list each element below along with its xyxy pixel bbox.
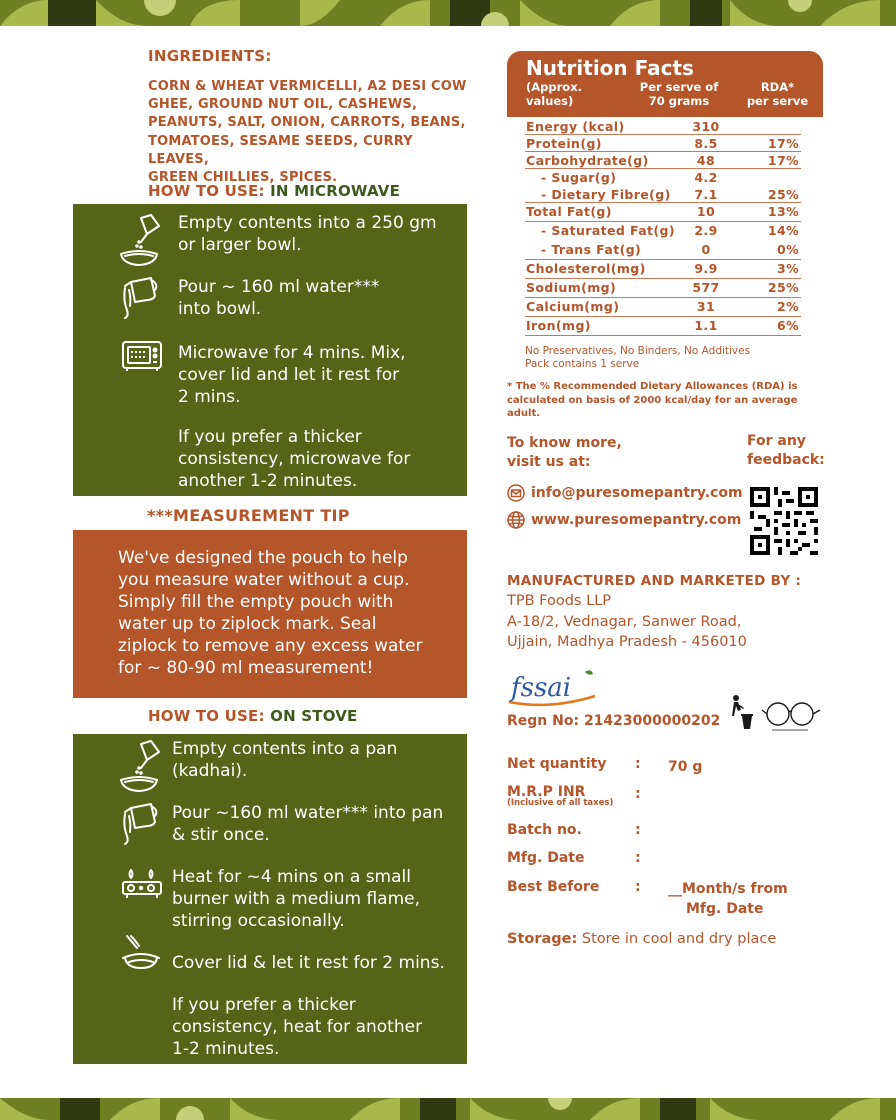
step-line: or larger bowl. xyxy=(178,235,302,255)
know-more-label xyxy=(507,434,622,472)
ingredients-line: PEANUTS, SALT, ONION, CARROTS, BEANS, xyxy=(148,115,466,131)
email-icon xyxy=(507,484,525,502)
table-row xyxy=(525,317,801,336)
header-line: RDA* xyxy=(760,80,795,94)
nutrition-title: Nutrition Facts xyxy=(526,56,694,80)
howto-lead: HOW TO USE: xyxy=(148,182,265,200)
ingredients-line: TOMATOES, SESAME SEEDS, CURRY LEAVES, xyxy=(148,133,413,167)
step-line: cover lid and let it rest for xyxy=(178,365,400,385)
nutrient-value: 7.1 xyxy=(694,187,718,202)
tip-line: for ~ 80-90 ml measurement! xyxy=(118,658,374,678)
rda-footnote xyxy=(507,380,807,421)
microwave-step-3 xyxy=(178,342,406,408)
colon-separator: : xyxy=(635,822,641,838)
address-line: TPB Foods LLP xyxy=(507,593,611,609)
mfg-date-label: Mfg. Date xyxy=(507,850,585,866)
nutrient-value: 31 xyxy=(696,299,716,314)
microwave-step-4 xyxy=(178,426,410,492)
gas-burner-icon xyxy=(121,866,165,910)
step-line: (kadhai). xyxy=(172,761,248,781)
nutrition-rda-label xyxy=(735,80,820,108)
note-line: calculated on basis of 2000 kcal/day for an average xyxy=(507,394,798,406)
nutrient-name: - Sugar(g) xyxy=(541,170,617,185)
step-line: consistency, microwave for xyxy=(178,449,411,469)
nutrient-value: 8.5 xyxy=(694,136,718,151)
nutrition-notes xyxy=(525,345,750,371)
ingredients-line: CORN & WHEAT VERMICELLI, A2 DESI COW xyxy=(148,79,467,94)
step-line: Pour ~ 160 ml water*** xyxy=(178,277,380,297)
microwave-instructions-box xyxy=(73,204,467,496)
nutrient-rda: 0% xyxy=(776,242,799,257)
top-pattern-band xyxy=(0,0,896,26)
nutrition-table xyxy=(525,118,801,336)
nutrient-value: 2.9 xyxy=(694,223,718,238)
step-line: Heat for ~4 mins on a small xyxy=(172,867,411,887)
globe-icon xyxy=(507,511,525,529)
nutrient-value: 10 xyxy=(696,204,716,219)
colon-separator: : xyxy=(635,879,641,895)
email-contact[interactable] xyxy=(507,484,743,502)
step-line: Empty contents into a pan xyxy=(172,739,398,759)
nutrient-value: 0 xyxy=(701,242,711,257)
bottom-pattern-band xyxy=(0,1098,896,1120)
nutrient-value: 310 xyxy=(692,119,720,134)
table-row xyxy=(525,222,801,241)
colon-separator: : xyxy=(635,756,641,772)
storage-instructions xyxy=(507,931,776,947)
nutrient-rda: 25% xyxy=(767,280,799,295)
pouring-water-jug-icon xyxy=(121,802,165,846)
step-line: Empty contents into a 250 gm xyxy=(178,213,437,233)
note-line: No Preservatives, No Binders, No Additives xyxy=(525,345,751,357)
value-line: Mfg. Date xyxy=(686,901,764,917)
table-row xyxy=(525,241,801,260)
nutrient-name: Protein(g) xyxy=(526,136,602,151)
address-line: A-18/2, Vednagar, Sanwer Road, xyxy=(507,613,742,630)
ingredients-title: INGREDIENTS: xyxy=(148,47,272,65)
note-line: adult. xyxy=(507,408,541,419)
nutrient-rda: 17% xyxy=(767,153,799,168)
value-line: __Month/s from xyxy=(668,881,788,897)
microwave-step-2 xyxy=(178,276,379,320)
table-row xyxy=(525,118,801,135)
tip-line: Simply fill the empty pouch with xyxy=(118,592,394,612)
microwave-heading xyxy=(148,182,400,200)
nutrition-facts-header xyxy=(507,51,823,117)
microwave-icon xyxy=(121,340,165,384)
step-line: 1-2 minutes. xyxy=(172,1039,280,1059)
microwave-step-1 xyxy=(178,212,437,256)
website-link[interactable]: www.puresomepantry.com xyxy=(531,512,742,528)
colon-separator: : xyxy=(635,786,641,802)
nutrient-value: 577 xyxy=(692,280,720,295)
nutrient-name: Energy (kcal) xyxy=(526,119,625,134)
nutrient-rda: 13% xyxy=(767,204,799,219)
best-before-value xyxy=(668,879,788,919)
header-line: 70 grams xyxy=(648,94,710,108)
table-row xyxy=(525,169,801,186)
nutrient-name: - Saturated Fat(g) xyxy=(541,223,675,238)
label-line: feedback: xyxy=(747,452,825,468)
tip-line: ziplock to remove any excess water xyxy=(118,636,423,656)
step-line: If you prefer a thicker xyxy=(178,427,362,447)
feedback-label xyxy=(747,432,825,470)
email-link[interactable]: info@puresomepantry.com xyxy=(531,485,743,501)
nutrient-rda: 6% xyxy=(776,318,799,333)
step-line: burner with a medium flame, xyxy=(172,889,420,909)
nutrient-value: 1.1 xyxy=(694,318,718,333)
table-row xyxy=(525,279,801,298)
nutrient-name: - Dietary Fibre(g) xyxy=(541,187,671,202)
nutrient-value: 9.9 xyxy=(694,261,718,276)
best-before-label: Best Before xyxy=(507,879,600,895)
step-line: stirring occasionally. xyxy=(172,911,345,931)
header-line: values) xyxy=(526,94,574,108)
pouring-pouch-icon xyxy=(117,740,161,784)
nutrient-name: Iron(mg) xyxy=(526,318,591,333)
measurement-tip-title: ***MEASUREMENT TIP xyxy=(147,506,350,525)
label-line: To know more, xyxy=(507,435,622,451)
fssai-logo-text: fssai xyxy=(511,673,572,703)
tip-line: We've designed the pouch to help xyxy=(118,548,408,568)
nutrition-per-serve-label xyxy=(637,80,721,108)
table-row xyxy=(525,260,801,279)
header-line: Per serve of xyxy=(639,80,719,94)
header-line: per serve xyxy=(746,94,809,108)
step-line: into bowl. xyxy=(178,299,262,319)
nutrient-name: Sodium(mg) xyxy=(526,280,617,295)
ingredients-line: GHEE, GROUND NUT OIL, CASHEWS, xyxy=(148,97,418,113)
step-line: Pour ~160 ml water*** into pan xyxy=(172,803,444,823)
table-row xyxy=(525,152,801,169)
step-line: consistency, heat for another xyxy=(172,1017,423,1037)
nutrient-name: Total Fat(g) xyxy=(526,204,612,219)
label-line: For any xyxy=(747,433,806,449)
stove-step-1 xyxy=(172,738,397,782)
nutrient-rda: 25% xyxy=(767,187,799,202)
measurement-tip-text xyxy=(118,547,458,679)
header-line: (Approx. xyxy=(526,80,582,94)
storage-value: Store in cool and dry place xyxy=(577,931,777,947)
howto-lead: HOW TO USE: xyxy=(148,707,265,725)
nutrient-name: Cholesterol(mg) xyxy=(526,261,646,276)
label-line: visit us at: xyxy=(507,454,591,470)
ingredients-list xyxy=(148,78,478,187)
stove-instructions-box xyxy=(73,734,467,1064)
swachh-bharat-icon xyxy=(760,700,822,734)
nutrient-rda: 3% xyxy=(776,261,799,276)
website-contact[interactable] xyxy=(507,511,741,529)
note-line: * The % Recommended Dietary Allowances (RDA) is xyxy=(507,381,798,392)
table-row xyxy=(525,298,801,317)
stove-step-4 xyxy=(172,952,445,974)
step-line: Microwave for 4 mins. Mix, xyxy=(178,343,406,363)
dispose-in-bin-icon xyxy=(726,694,754,730)
mrp-label: M.R.P INR xyxy=(507,784,586,800)
manufacturer-title: MANUFACTURED AND MARKETED BY : xyxy=(507,573,802,589)
stove-step-2 xyxy=(172,802,443,846)
table-row xyxy=(525,203,801,222)
manufacturer-address xyxy=(507,591,747,653)
nutrient-rda: 14% xyxy=(767,223,799,238)
measurement-tip-box xyxy=(73,530,467,698)
step-line: another 1-2 minutes. xyxy=(178,471,358,491)
note-line: Pack contains 1 serve xyxy=(525,358,640,370)
stove-step-5 xyxy=(172,994,422,1060)
pouring-water-jug-icon xyxy=(121,276,165,320)
nutrient-value: 4.2 xyxy=(694,170,718,185)
net-quantity-value: 70 g xyxy=(668,759,703,775)
tip-line: you measure water without a cup. xyxy=(118,570,410,590)
nutrient-rda: 17% xyxy=(767,136,799,151)
mrp-sub-label: (Inclusive of all taxes) xyxy=(507,798,614,808)
stove-heading xyxy=(148,707,358,725)
step-line: If you prefer a thicker xyxy=(172,995,356,1015)
nutrient-rda: 2% xyxy=(776,299,799,314)
step-line: & stir once. xyxy=(172,825,270,845)
nutrient-name: - Trans Fat(g) xyxy=(541,242,642,257)
fssai-logo xyxy=(505,666,600,706)
nutrient-value: 48 xyxy=(696,153,716,168)
fssai-regn-number: Regn No: 21423000000202 xyxy=(507,713,721,729)
nutrition-approx-label xyxy=(526,80,582,108)
batch-label: Batch no. xyxy=(507,822,582,838)
stove-step-3 xyxy=(172,866,420,932)
storage-label: Storage: xyxy=(507,931,578,947)
ingredients-line: GREEN CHILLIES, SPICES. xyxy=(148,170,338,186)
howto-mode: IN MICROWAVE xyxy=(264,182,401,200)
table-row xyxy=(525,135,801,152)
nutrient-name: Calcium(mg) xyxy=(526,299,620,314)
address-line: Ujjain, Madhya Pradesh - 456010 xyxy=(507,634,747,650)
nutrient-name: Carbohydrate(g) xyxy=(526,153,649,168)
qr-code-icon[interactable] xyxy=(750,487,818,555)
net-quantity-label: Net quantity xyxy=(507,756,607,772)
covered-pan-icon xyxy=(121,932,165,976)
step-line: Cover lid & let it rest for 2 mins. xyxy=(172,953,445,973)
tip-line: water up to ziplock mark. Seal xyxy=(118,614,377,634)
table-row xyxy=(525,186,801,203)
pouring-pouch-icon xyxy=(117,214,161,258)
howto-mode: ON STOVE xyxy=(264,707,358,725)
colon-separator: : xyxy=(635,850,641,866)
step-line: 2 mins. xyxy=(178,387,241,407)
